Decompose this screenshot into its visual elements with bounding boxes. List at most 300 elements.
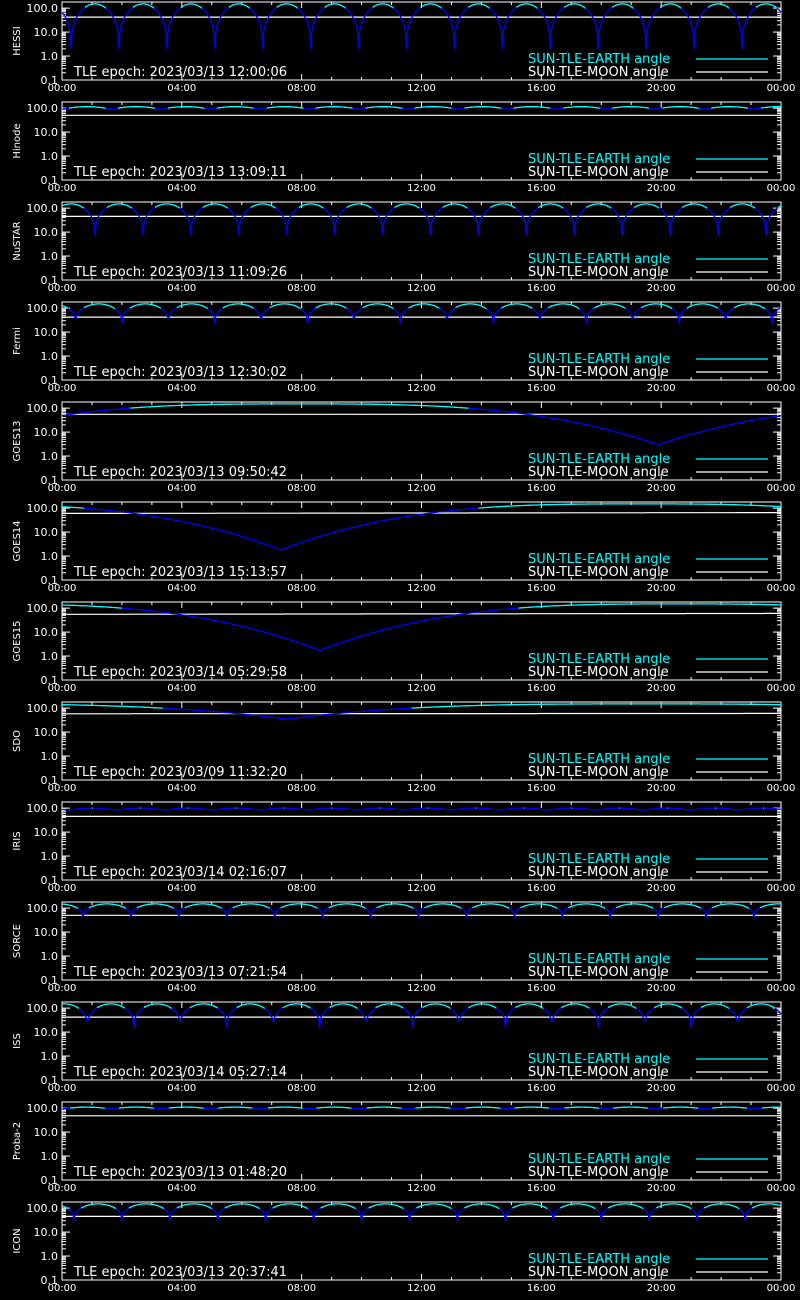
earth-angle-series <box>594 304 625 309</box>
earth-angle-series <box>68 308 84 318</box>
earth-angle-series <box>402 1108 416 1109</box>
x-tick-label: 00:00 <box>766 283 796 294</box>
earth-angle-series <box>130 304 161 309</box>
earth-angle-series <box>543 1008 561 1021</box>
x-tick-label: 04:00 <box>167 483 197 494</box>
x-tick-label: 12:00 <box>407 483 436 494</box>
x-tick-label: 20:00 <box>646 283 676 294</box>
tle-epoch-label: TLE epoch: 2023/03/09 11:32:20 <box>74 765 288 780</box>
x-tick-label: 16:00 <box>526 583 556 594</box>
earth-angle-series <box>237 808 284 810</box>
x-tick-label: 00:00 <box>47 1083 77 1094</box>
y-tick-label: 1.0 <box>40 650 58 664</box>
earth-angle-series <box>547 1208 560 1221</box>
legend-earth-label: SUN-TLE-EARTH angle <box>528 752 671 767</box>
x-tick-label: 08:00 <box>287 983 317 994</box>
earth-angle-series <box>164 1208 177 1221</box>
x-tick-label: 04:00 <box>167 1183 197 1194</box>
earth-angle-series <box>132 208 155 236</box>
earth-angle-series <box>303 1108 317 1109</box>
earth-angle-series <box>333 808 380 810</box>
tle-epoch-label: TLE epoch: 2023/03/13 15:13:57 <box>74 565 288 580</box>
earth-angle-series <box>169 1107 204 1108</box>
satellite-name-label: ICON <box>12 1228 23 1254</box>
tle-epoch-label: TLE epoch: 2023/03/13 12:00:06 <box>74 65 288 80</box>
legend-earth-label: SUN-TLE-EARTH angle <box>528 52 671 67</box>
x-tick-label: 08:00 <box>287 1183 317 1194</box>
legend-moon-label: SUN-TLE-MOON angle <box>528 865 669 880</box>
x-tick-label: 20:00 <box>646 83 676 94</box>
legend-earth-label: SUN-TLE-EARTH angle <box>528 652 671 667</box>
earth-angle-series <box>514 1107 549 1108</box>
earth-angle-series <box>205 108 217 109</box>
earth-angle-series <box>412 704 782 708</box>
earth-angle-series <box>208 308 223 324</box>
earth-angle-series <box>468 4 489 8</box>
earth-angle-series <box>468 408 781 444</box>
panel-sdo <box>12 702 795 794</box>
legend-moon-label: SUN-TLE-MOON angle <box>528 465 669 480</box>
earth-angle-series <box>499 1208 512 1221</box>
earth-angle-series <box>97 1004 125 1008</box>
y-tick-label: 0.1 <box>40 874 58 887</box>
earth-angle-series <box>218 1008 237 1028</box>
y-tick-label: 0.1 <box>40 274 58 287</box>
earth-angle-series <box>168 107 205 109</box>
earth-angle-series <box>663 1107 698 1108</box>
x-tick-label: 16:00 <box>526 1083 556 1094</box>
legend-earth-label: SUN-TLE-EARTH angle <box>528 552 671 567</box>
earth-angle-series <box>712 1107 747 1108</box>
earth-angle-series <box>468 1004 496 1008</box>
earth-angle-series <box>648 1108 663 1109</box>
x-tick-label: 08:00 <box>287 483 317 494</box>
earth-angle-series <box>316 304 347 309</box>
earth-angle-series <box>734 304 765 309</box>
x-tick-label: 16:00 <box>526 883 556 894</box>
tle-epoch-label: TLE epoch: 2023/03/14 02:16:07 <box>74 865 288 880</box>
earth-angle-series <box>129 1204 164 1209</box>
earth-angle-series <box>756 4 777 8</box>
x-tick-label: 16:00 <box>526 1283 556 1294</box>
earth-angle-series <box>501 108 513 109</box>
earth-angle-series <box>518 604 781 608</box>
x-tick-label: 08:00 <box>287 183 317 194</box>
earth-angle-series <box>509 908 520 918</box>
x-tick-label: 00:00 <box>47 283 77 294</box>
x-tick-label: 16:00 <box>526 983 556 994</box>
earth-angle-series <box>281 904 318 909</box>
earth-angle-series <box>298 7 325 48</box>
earth-angle-series <box>515 208 538 236</box>
earth-angle-series <box>633 7 660 48</box>
earth-angle-series <box>233 904 270 909</box>
satellite-name-label: Hinode <box>12 123 23 159</box>
tle-epoch-label: TLE epoch: 2023/03/13 20:37:41 <box>74 1265 288 1280</box>
satellite-name-label: GOES14 <box>12 520 23 562</box>
legend-moon-label: SUN-TLE-MOON angle <box>528 365 669 380</box>
x-tick-label: 00:00 <box>766 1083 796 1094</box>
earth-angle-series <box>564 1107 599 1108</box>
earth-angle-series <box>698 1108 712 1109</box>
y-tick-label: 100.0 <box>26 2 58 16</box>
x-tick-label: 04:00 <box>167 583 197 594</box>
earth-angle-series <box>330 1004 358 1009</box>
x-tick-label: 00:00 <box>766 383 796 394</box>
earth-angle-series <box>270 908 281 918</box>
earth-angle-series <box>311 1008 330 1028</box>
earth-angle-series <box>181 4 202 8</box>
y-tick-label: 100.0 <box>26 702 58 716</box>
earth-angle-series <box>608 1204 643 1209</box>
earth-angle-series <box>452 108 465 109</box>
earth-angle-series <box>119 1107 154 1108</box>
x-tick-label: 08:00 <box>287 1283 317 1294</box>
earth-angle-series <box>62 204 84 208</box>
x-tick-label: 16:00 <box>526 383 556 394</box>
legend-moon-label: SUN-TLE-MOON angle <box>528 1065 669 1080</box>
earth-angle-series <box>276 208 299 236</box>
earth-angle-series <box>568 904 605 909</box>
panel-icon <box>12 1202 795 1294</box>
earth-angle-series <box>308 1208 321 1221</box>
y-tick-label: 10.0 <box>33 226 58 240</box>
earth-angle-series <box>641 304 672 309</box>
earth-angle-series <box>93 808 140 810</box>
earth-angle-series <box>611 208 634 236</box>
earth-angle-series <box>185 904 222 909</box>
tle-epoch-label: TLE epoch: 2023/03/14 05:27:14 <box>74 1065 288 1080</box>
x-tick-label: 08:00 <box>287 383 317 394</box>
earth-angle-series <box>478 504 781 508</box>
x-tick-label: 20:00 <box>646 983 676 994</box>
y-tick-label: 1.0 <box>40 950 58 964</box>
y-tick-label: 1.0 <box>40 750 58 764</box>
earth-angle-series <box>516 4 537 8</box>
earth-angle-series <box>404 1208 417 1221</box>
earth-angle-series <box>324 208 347 236</box>
earth-angle-series <box>415 107 452 109</box>
earth-angle-series <box>84 208 107 236</box>
legend-earth-label: SUN-TLE-EARTH angle <box>528 452 671 467</box>
y-tick-label: 100.0 <box>26 902 58 916</box>
satellite-name-label: Fermi <box>12 327 23 355</box>
earth-angle-series <box>461 908 472 918</box>
x-tick-label: 00:00 <box>47 183 77 194</box>
legend-moon-label: SUN-TLE-MOON angle <box>528 65 669 80</box>
earth-angle-series <box>203 204 228 208</box>
earth-angle-series <box>118 107 155 109</box>
x-tick-label: 00:00 <box>47 983 77 994</box>
earth-angle-series <box>69 107 106 109</box>
earth-angle-series <box>532 308 548 318</box>
earth-angle-series <box>682 1008 701 1028</box>
satellite-name-label: GOES13 <box>12 420 23 462</box>
x-tick-label: 20:00 <box>646 583 676 594</box>
earth-angle-series <box>711 107 748 109</box>
x-tick-label: 08:00 <box>287 83 317 94</box>
earth-angle-series <box>440 308 456 318</box>
earth-angle-series <box>228 208 251 236</box>
earth-angle-series <box>636 1008 654 1021</box>
earth-angle-series <box>189 808 236 810</box>
earth-angle-series <box>254 108 267 109</box>
earth-angle-series <box>144 1004 172 1009</box>
x-tick-label: 04:00 <box>167 783 197 794</box>
x-tick-label: 00:00 <box>47 883 77 894</box>
earth-angle-series <box>589 1008 608 1028</box>
x-tick-label: 08:00 <box>287 783 317 794</box>
earth-angle-series <box>223 304 254 309</box>
satellite-name-label: ISS <box>12 1033 23 1049</box>
earth-angle-series <box>681 7 708 48</box>
earth-angle-series <box>691 1208 704 1221</box>
earth-angle-series <box>68 1208 81 1221</box>
legend-earth-label: SUN-TLE-EARTH angle <box>528 1152 671 1167</box>
earth-angle-series <box>585 7 612 48</box>
earth-angle-series <box>704 1204 739 1209</box>
y-tick-label: 100.0 <box>26 202 58 216</box>
earth-angle-series <box>476 808 523 810</box>
earth-angle-series <box>347 308 363 318</box>
earth-angle-series <box>668 808 715 810</box>
earth-angle-series <box>572 808 619 810</box>
earth-angle-series <box>660 4 681 8</box>
x-tick-label: 04:00 <box>167 283 197 294</box>
earth-angle-series <box>133 4 154 8</box>
earth-angle-series <box>486 308 501 324</box>
earth-angle-series <box>79 1008 97 1021</box>
earth-angle-series <box>318 908 329 918</box>
earth-angle-series <box>377 904 414 909</box>
earth-angle-series <box>372 208 395 236</box>
earth-angle-series <box>739 1208 752 1221</box>
y-tick-label: 10.0 <box>33 926 58 940</box>
legend-earth-label: SUN-TLE-EARTH angle <box>528 152 671 167</box>
x-tick-label: 00:00 <box>47 1183 77 1194</box>
x-tick-label: 16:00 <box>526 83 556 94</box>
earth-angle-series <box>394 308 409 324</box>
earth-angle-series <box>161 308 177 318</box>
earth-angle-series <box>605 908 616 918</box>
x-tick-label: 00:00 <box>47 783 77 794</box>
y-tick-label: 1.0 <box>40 1250 58 1264</box>
earth-angle-series <box>416 1107 451 1108</box>
x-tick-label: 16:00 <box>526 683 556 694</box>
earth-angle-series <box>538 204 563 208</box>
x-tick-label: 00:00 <box>766 783 796 794</box>
earth-angle-series <box>765 308 780 324</box>
earth-angle-series <box>729 7 756 48</box>
earth-angle-series <box>369 1204 404 1209</box>
earth-angle-series <box>712 904 749 909</box>
x-tick-label: 00:00 <box>766 83 796 94</box>
legend-moon-label: SUN-TLE-MOON angle <box>528 1165 669 1180</box>
earth-angle-series <box>316 107 353 109</box>
earth-angle-series <box>346 7 373 48</box>
earth-angle-series <box>749 908 760 918</box>
earth-angle-series <box>347 204 372 208</box>
satellite-name-label: NuSTAR <box>12 221 23 261</box>
y-tick-label: 10.0 <box>33 1126 58 1140</box>
x-tick-label: 12:00 <box>407 683 436 694</box>
y-tick-label: 0.1 <box>40 74 58 87</box>
x-tick-label: 00:00 <box>47 683 77 694</box>
earth-angle-series <box>174 908 185 918</box>
y-tick-label: 10.0 <box>33 826 58 840</box>
earth-angle-series <box>513 107 550 109</box>
earth-angle-series <box>687 304 718 309</box>
earth-angle-series <box>451 1108 466 1109</box>
earth-angle-series <box>662 107 699 109</box>
x-tick-label: 00:00 <box>766 1283 796 1294</box>
x-tick-label: 00:00 <box>766 983 796 994</box>
satellite-name-label: IRIS <box>12 831 23 851</box>
x-tick-label: 16:00 <box>526 1183 556 1194</box>
earth-angle-series <box>352 1108 367 1109</box>
x-tick-label: 00:00 <box>766 883 796 894</box>
y-tick-label: 0.1 <box>40 1174 58 1187</box>
earth-angle-series <box>202 7 229 48</box>
earth-angle-series <box>62 705 163 709</box>
earth-angle-series <box>599 1108 613 1109</box>
x-tick-label: 20:00 <box>646 183 676 194</box>
earth-angle-series <box>512 1204 547 1209</box>
y-tick-label: 0.1 <box>40 1074 58 1087</box>
y-tick-label: 100.0 <box>26 302 58 316</box>
y-tick-label: 1.0 <box>40 250 58 264</box>
x-tick-label: 04:00 <box>167 883 197 894</box>
earth-angle-series <box>89 904 126 909</box>
earth-angle-series <box>366 908 377 918</box>
y-tick-label: 100.0 <box>26 1202 58 1216</box>
earth-angle-series <box>649 108 662 109</box>
x-tick-label: 20:00 <box>646 1183 676 1194</box>
earth-angle-series <box>154 1108 169 1109</box>
earth-angle-series <box>155 204 180 208</box>
earth-angle-series <box>250 7 277 48</box>
earth-angle-series <box>595 1208 608 1221</box>
x-tick-label: 04:00 <box>167 83 197 94</box>
x-tick-label: 00:00 <box>766 483 796 494</box>
earth-angle-series <box>496 1008 515 1028</box>
legend-moon-label: SUN-TLE-MOON angle <box>528 165 669 180</box>
earth-angle-series <box>625 308 641 318</box>
earth-angle-series <box>373 4 394 8</box>
earth-angle-series <box>600 108 612 109</box>
earth-angle-series <box>465 1107 500 1108</box>
earth-angle-series <box>218 1107 253 1108</box>
earth-angle-series <box>613 1107 648 1108</box>
y-tick-label: 0.1 <box>40 174 58 187</box>
y-tick-label: 10.0 <box>33 426 58 440</box>
earth-angle-series <box>363 304 394 309</box>
earth-angle-series <box>84 508 478 550</box>
x-tick-label: 20:00 <box>646 1283 676 1294</box>
earth-angle-series <box>180 208 203 236</box>
earth-angle-series <box>404 1008 423 1028</box>
earth-angle-series <box>115 308 130 324</box>
panel-iss <box>12 1002 795 1094</box>
x-tick-label: 12:00 <box>407 883 436 894</box>
panel-hinode <box>12 102 795 194</box>
earth-angle-series <box>106 7 133 48</box>
earth-angle-series <box>204 1108 218 1109</box>
x-tick-label: 04:00 <box>167 1283 197 1294</box>
earth-angle-series <box>537 7 564 48</box>
x-tick-label: 12:00 <box>407 783 436 794</box>
earth-angle-series <box>107 204 132 208</box>
x-tick-label: 12:00 <box>407 983 436 994</box>
legend-moon-label: SUN-TLE-MOON angle <box>528 765 669 780</box>
earth-angle-series <box>608 1004 636 1009</box>
x-tick-label: 12:00 <box>407 83 436 94</box>
y-tick-label: 1.0 <box>40 150 58 164</box>
earth-angle-series <box>212 1208 225 1221</box>
earth-angle-series <box>654 1004 682 1008</box>
y-tick-label: 100.0 <box>26 102 58 116</box>
earth-angle-series <box>612 107 649 109</box>
earth-angle-series <box>125 1008 144 1028</box>
y-tick-label: 1.0 <box>40 350 58 364</box>
earth-angle-series <box>760 904 781 908</box>
panel-hessi <box>12 2 795 94</box>
x-tick-label: 04:00 <box>167 1083 197 1094</box>
y-tick-label: 0.1 <box>40 974 58 987</box>
earth-angle-series <box>452 1208 465 1221</box>
tle-epoch-label: TLE epoch: 2023/03/13 07:21:54 <box>74 965 288 980</box>
y-tick-label: 1.0 <box>40 550 58 564</box>
y-tick-label: 1.0 <box>40 850 58 864</box>
earth-angle-series <box>716 808 763 810</box>
earth-angle-series <box>126 908 137 918</box>
earth-angle-series <box>105 1108 119 1109</box>
x-tick-label: 00:00 <box>47 383 77 394</box>
y-tick-label: 10.0 <box>33 26 58 40</box>
earth-angle-series <box>718 308 734 318</box>
x-tick-label: 16:00 <box>526 783 556 794</box>
x-tick-label: 20:00 <box>646 383 676 394</box>
y-tick-label: 1.0 <box>40 1050 58 1064</box>
y-tick-label: 100.0 <box>26 402 58 416</box>
legend-earth-label: SUN-TLE-EARTH angle <box>528 852 671 867</box>
earth-angle-series <box>62 605 122 608</box>
earth-angle-series <box>548 304 579 309</box>
x-tick-label: 12:00 <box>407 283 436 294</box>
earth-angle-series <box>664 904 701 909</box>
earth-angle-series <box>425 904 462 909</box>
earth-angle-series <box>472 904 509 909</box>
legend-moon-label: SUN-TLE-MOON angle <box>528 265 669 280</box>
x-tick-label: 04:00 <box>167 183 197 194</box>
legend-earth-label: SUN-TLE-EARTH angle <box>528 1052 671 1067</box>
earth-angle-series <box>616 904 653 909</box>
x-tick-label: 20:00 <box>646 483 676 494</box>
panel-fermi <box>12 302 795 394</box>
x-tick-label: 08:00 <box>287 1083 317 1094</box>
x-tick-label: 00:00 <box>766 1183 796 1194</box>
x-tick-label: 08:00 <box>287 283 317 294</box>
legend-moon-label: SUN-TLE-MOON angle <box>528 1265 669 1280</box>
legend-moon-label: SUN-TLE-MOON angle <box>528 565 669 580</box>
earth-angle-series <box>729 1008 747 1021</box>
earth-angle-series <box>358 1008 376 1021</box>
earth-angle-series <box>780 308 781 309</box>
earth-angle-series <box>752 1204 781 1208</box>
x-tick-label: 20:00 <box>646 883 676 894</box>
earth-angle-series <box>421 4 442 8</box>
y-tick-label: 10.0 <box>33 126 58 140</box>
